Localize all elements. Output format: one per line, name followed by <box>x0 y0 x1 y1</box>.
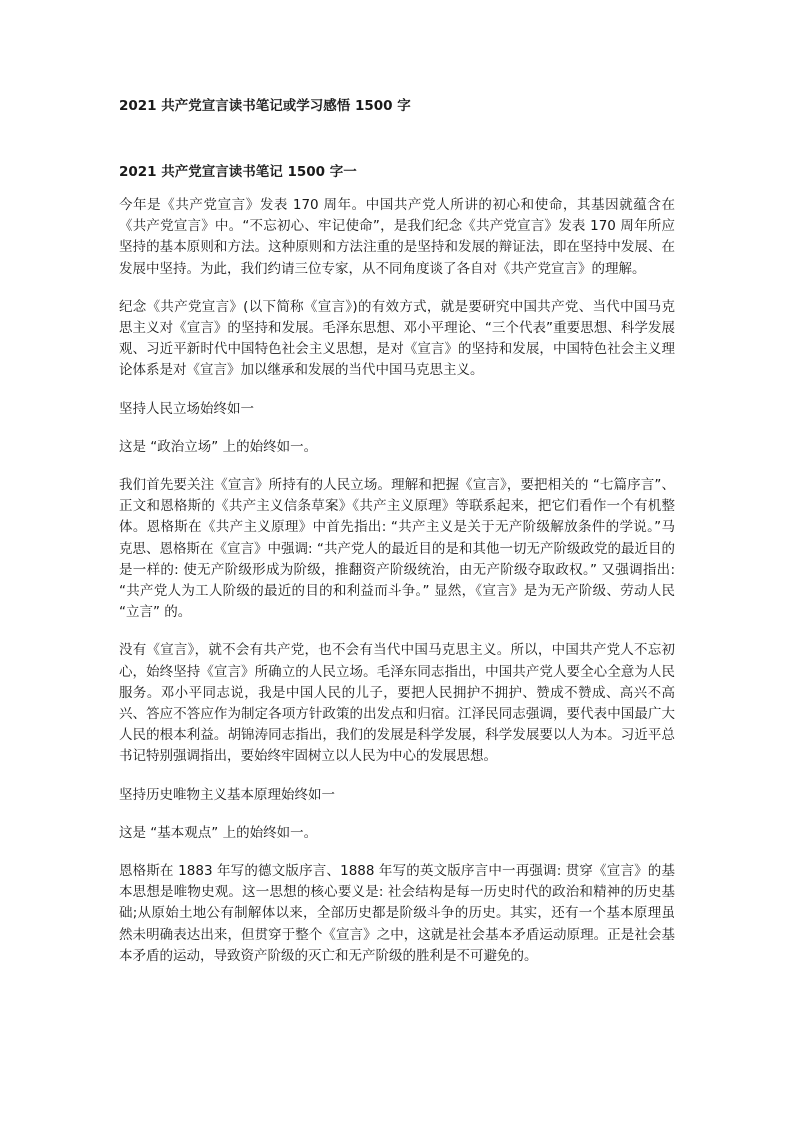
section-title: 2021 共产党宣言读书笔记 1500 字一 <box>119 164 357 180</box>
paragraph: 纪念《共产党宣言》(以下简称《宣言》)的有效方式，就是要研究中国共产党、当代中国马克思主义对《宣言》的坚持和发展。毛泽东思想、邓小平理论、“三个代表”重要思想、科学发展观、习近平新时代中国特色社会主义思想，是对《宣言》的坚持和发展，中国特色社会主义理论体系是对《宣言》加以继承和发展的当代中国马克思主义。 <box>119 298 675 379</box>
paragraph: 没有《宣言》，就不会有共产党，也不会有当代中国马克思主义。所以，中国共产党人不忘初心，始终坚持《宣言》所确立的人民立场。毛泽东同志指出，中国共产党人要全心全意为人民服务。邓小平同志说，我是中国人民的儿子，要把人民拥护不拥护、赞成不赞成、高兴不高兴、答应不答应作为制定各项方针政策的出发点和归宿。江泽民同志强调，要代表中国最广大人民的根本利益。胡锦涛同志指出，我们的发展是科学发展，科学发展要以人为本。习近平总书记特别强调指出，要始终牢固树立以人民为中心的发展思想。 <box>119 642 675 765</box>
paragraph: 这是 “政治立场” 上的始终如一。 <box>119 438 318 455</box>
document-title: 2021 共产党宣言读书笔记或学习感悟 1500 字 <box>119 98 411 114</box>
paragraph: 今年是《共产党宣言》发表 170 周年。中国共产党人所讲的初心和使命，其基因就蕴含在《共产党宣言》中。“不忘初心、牢记使命”，是我们纪念《共产党宣言》发表 170 周年所应坚持的基本原则和方法。这种原则和方法注重的是坚持和发展的辩证法，即在坚持中发展、在发展中坚持。为此，我们约请三位专家，从不同角度谈了各自对《共产党宣言》的理解。 <box>119 197 675 277</box>
document-body <box>119 96 675 967</box>
section-heading: 坚持历史唯物主义基本原理始终如一 <box>119 786 335 803</box>
paragraph: 这是 “基本观点” 上的始终如一。 <box>119 824 318 841</box>
section-heading: 坚持人民立场始终如一 <box>119 400 254 417</box>
paragraph: 我们首先要关注《宣言》所持有的人民立场。理解和把握《宣言》，要把相关的 “七篇序言”、正文和恩格斯的《共产主义信条草案》《共产主义原理》等联系起来，把它们看作一个有机整体。恩格斯在《共产主义原理》中首先指出: “共产主义是关于无产阶级解放条件的学说。”马克思、恩格斯在《宣言》中强调: “共产党人的最近目的是和其他一切无产阶级政党的最近目的是一样的: 使无产阶级形成为阶级，推翻资产阶级统治，由无产阶级夺取政权。” 又强调指出: “共产党人为工人阶级的最近的目的和利益而斗争。” 显然，《宣言》是为无产阶级、劳动人民 “立言” 的。 <box>119 477 675 621</box>
paragraph: 恩格斯在 1883 年写的德文版序言、1888 年写的英文版序言中一再强调: 贯穿《宣言》的基本思想是唯物史观。这一思想的核心要义是: 社会结构是每一历史时代的政治和精神的历史基础;从原始土地公有制解体以来，全部历史都是阶级斗争的历史。其实，还有一个基本原理虽然未明确表达出来，但贯穿于整个《宣言》之中，这就是社会基本矛盾运动原理。正是社会基本矛盾的运动，导致资产阶级的灭亡和无产阶级的胜利是不可避免的。 <box>119 863 675 964</box>
